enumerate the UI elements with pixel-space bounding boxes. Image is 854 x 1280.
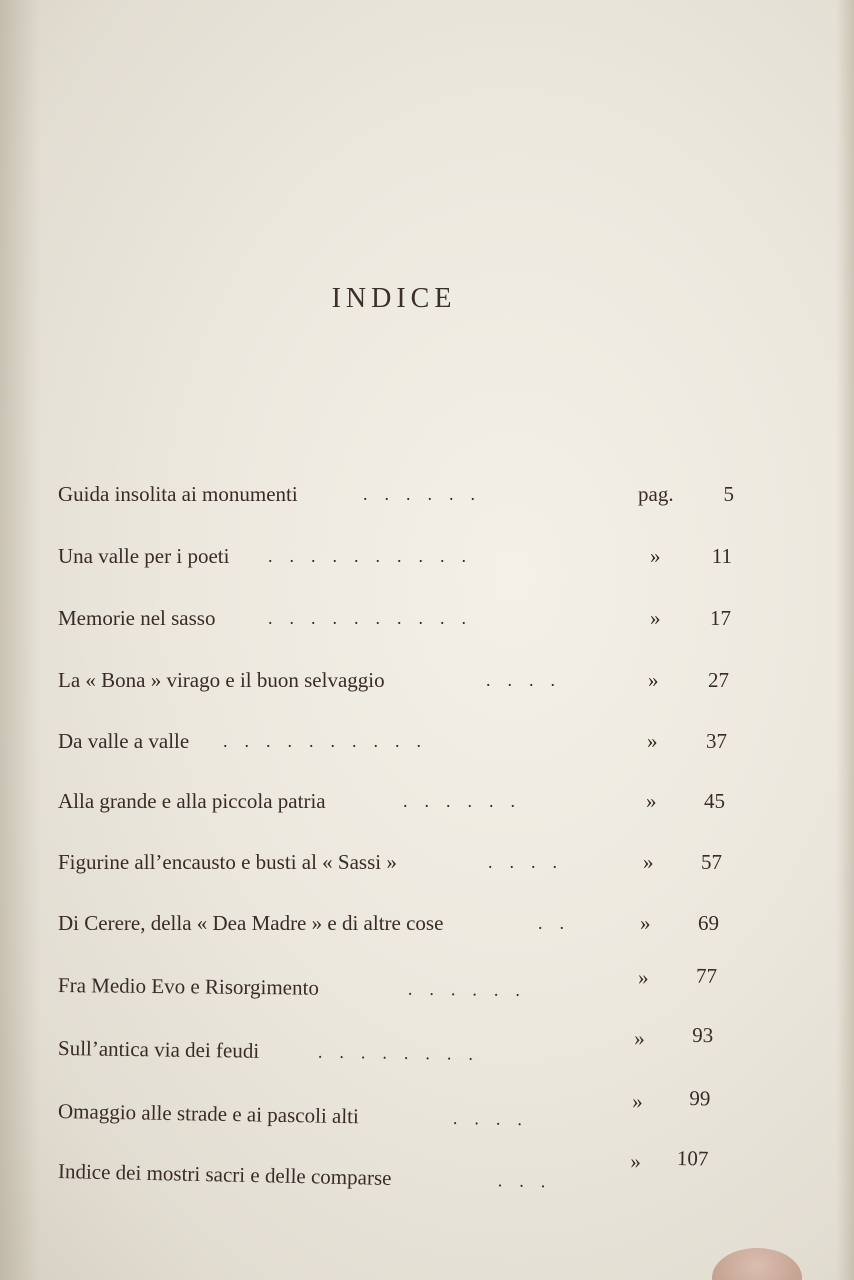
toc-entry — [58, 601, 748, 635]
leader-dots: .. — [538, 913, 581, 933]
leader-dots: .......... — [223, 731, 438, 751]
toc-page-number: 11 — [711, 544, 732, 568]
leader-dots: ... — [497, 1170, 563, 1192]
toc-entry-label: Fra Medio Evo e Risorgimento — [57, 973, 320, 1000]
toc-entry — [57, 963, 748, 1009]
toc-page-number: 37 — [706, 729, 727, 753]
page-title: INDICE — [331, 283, 457, 314]
ditto-mark: » — [650, 544, 661, 568]
toc-entry-label: Di Cerere, della « Dea Madre » e di altre cose — [58, 911, 444, 935]
toc-entry-label: Guida insolita ai monumenti — [58, 482, 298, 506]
toc-entry-label: Una valle per i poeti — [58, 544, 230, 568]
toc-page-number: 17 — [710, 606, 731, 630]
ditto-mark: » — [640, 911, 651, 935]
toc-page-number: 107 — [676, 1145, 709, 1171]
toc-entry — [58, 906, 748, 940]
toc-entry — [58, 784, 748, 818]
toc-entry — [58, 663, 748, 697]
ditto-mark: » — [634, 1026, 645, 1051]
toc-entry-label: Sull’antica via dei feudi — [57, 1036, 260, 1063]
toc-entry-label: Memorie nel sasso — [58, 606, 216, 630]
toc-entry-label: La « Bona » virago e il buon selvaggio — [58, 668, 385, 692]
ditto-mark: » — [637, 965, 649, 990]
toc-entry — [58, 477, 748, 511]
toc-page-number: 77 — [696, 963, 718, 988]
ditto-mark: » — [650, 606, 661, 630]
toc-page-number: 93 — [692, 1022, 714, 1048]
toc-page-number: 57 — [701, 850, 722, 874]
leader-dots: ...... — [403, 791, 532, 811]
toc-page-number: 5 — [723, 482, 734, 506]
leader-dots: .... — [452, 1107, 540, 1130]
page-prefix: pag. — [638, 482, 674, 506]
ditto-mark: » — [647, 729, 658, 753]
toc-entry — [58, 845, 748, 879]
toc-entry-label: Alla grande e alla piccola patria — [58, 789, 326, 813]
leader-dots: ...... — [407, 978, 538, 1001]
toc-page-number: 45 — [704, 789, 725, 813]
ditto-mark: » — [648, 668, 659, 692]
ditto-mark: » — [630, 1148, 642, 1174]
toc-entry — [57, 1086, 748, 1140]
toc-entry — [58, 539, 748, 573]
leader-dots: .... — [488, 852, 574, 872]
toc-entry-label: Indice dei mostri sacri e delle comparse — [57, 1159, 392, 1190]
toc-entry — [58, 724, 748, 758]
leader-dots: .... — [486, 670, 572, 690]
toc-entry-label: Figurine all’encausto e busti al « Sassi » — [58, 850, 397, 874]
toc-page-number: 99 — [689, 1086, 711, 1111]
leader-dots: .......... — [268, 546, 483, 566]
ditto-mark: » — [632, 1089, 643, 1114]
toc-entry — [57, 1022, 748, 1075]
toc-entry-label: Da valle a valle — [58, 729, 190, 753]
toc-page-number: 27 — [708, 668, 729, 692]
leader-dots: ........ — [317, 1041, 491, 1065]
leader-dots: .......... — [268, 608, 483, 628]
toc-entry — [57, 1145, 749, 1202]
ditto-mark: » — [646, 789, 657, 813]
toc-page-number: 69 — [698, 911, 719, 935]
toc-entry-label: Omaggio alle strade e ai pascoli alti — [57, 1099, 360, 1129]
ditto-mark: » — [643, 850, 654, 874]
leader-dots: ...... — [363, 484, 492, 504]
